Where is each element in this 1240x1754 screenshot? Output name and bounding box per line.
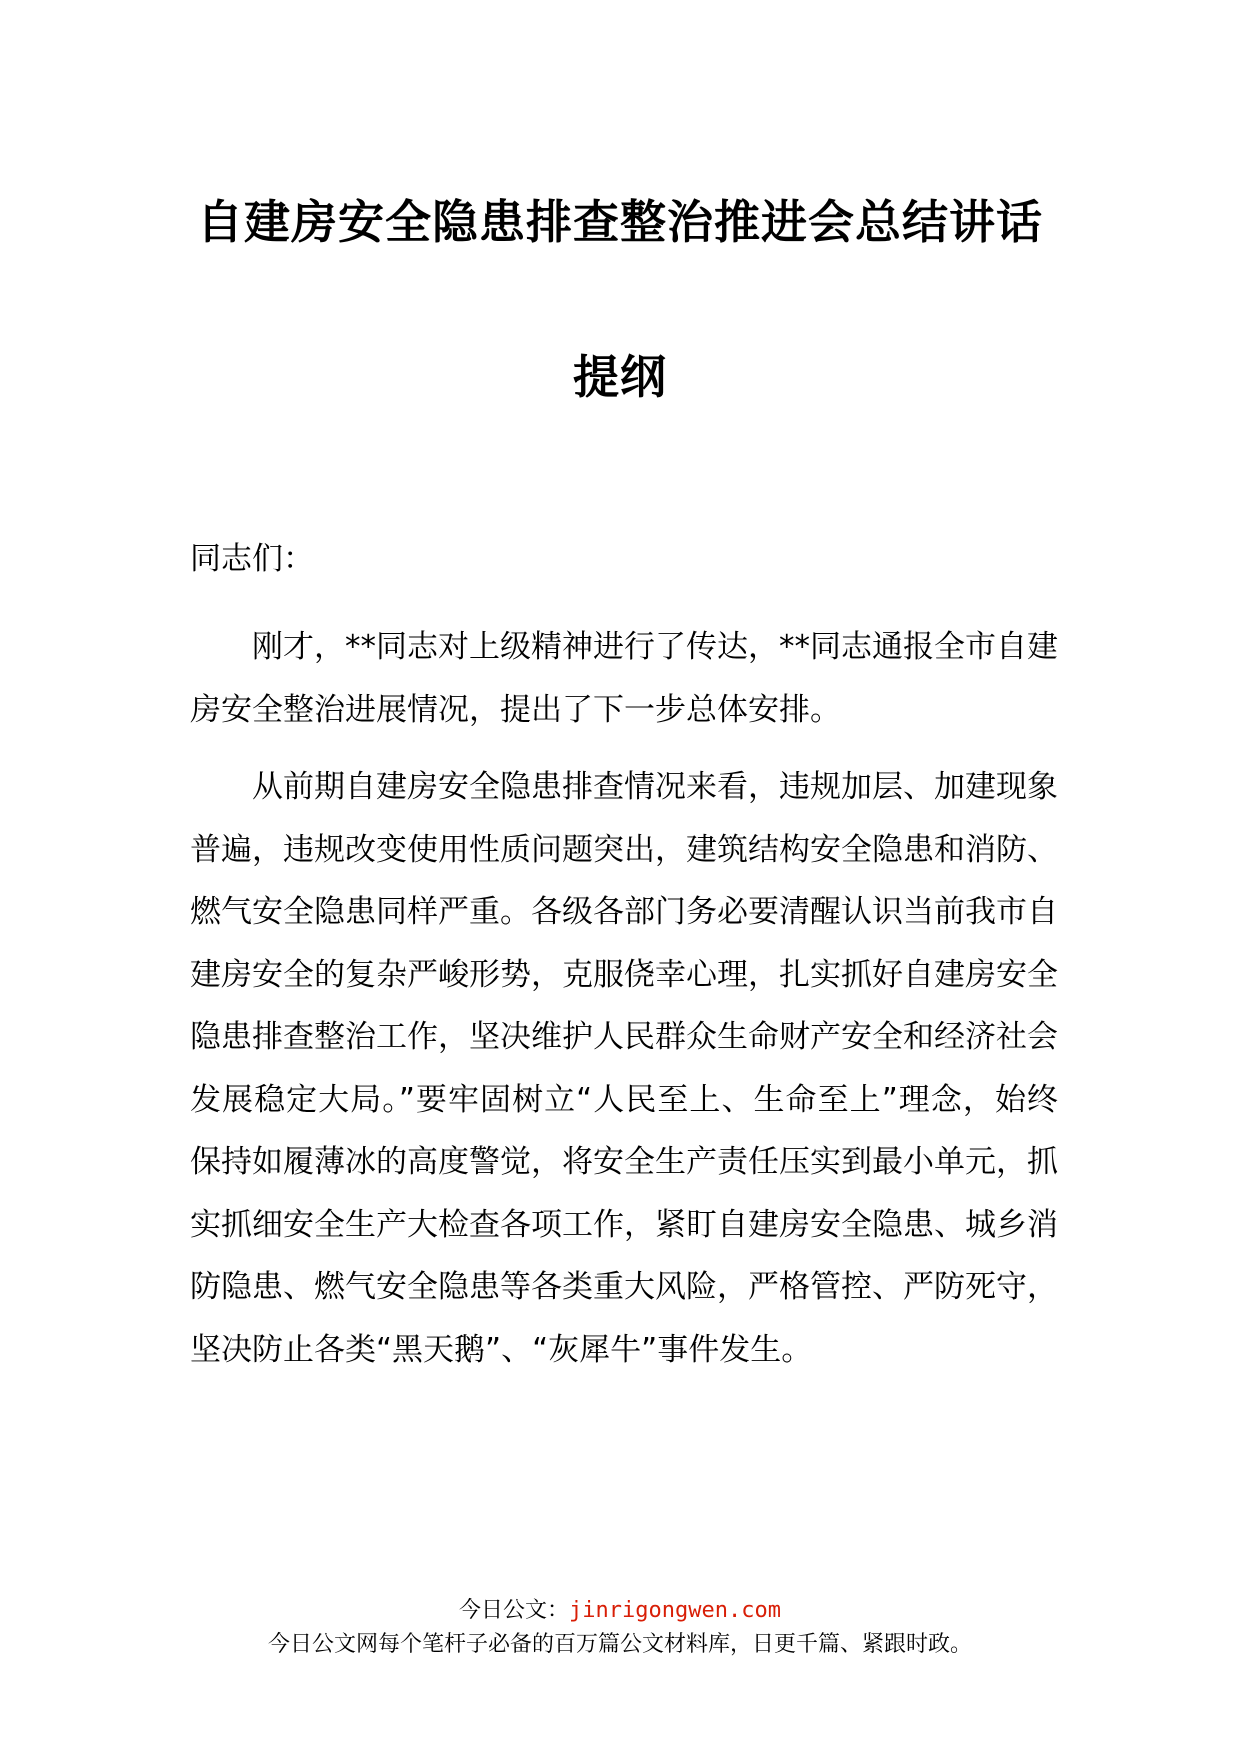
paragraph-2: 从前期自建房安全隐患排查情况来看，违规加层、加建现象普遍，违规改变使用性质问题突出，建筑结构安全隐患和消防、燃气安全隐患同样严重。各级各部门务必要清醒认识当前我市自建房安全的复杂严峻形势，克服侥幸心理，扎实抓好自建房安全隐患排查整治工作，坚决维护人民群众生命财产安全和经济社会发展稳定大局。”要牢固树立“人民至上、生命至上”理念，始终保持如履薄冰的高度警觉，将安全生产责任压实到最小单元，抓实抓细安全生产大检查各项工作，紧盯自建房安全隐患、城乡消防隐患、燃气安全隐患等各类重大风险，严格管控、严防死守，坚决防止各类“黑天鹅”、“灰犀牛”事件发生。 (190, 769, 1058, 1368)
footer-url-link[interactable]: jinrigongwen.com (569, 1598, 781, 1623)
paragraph-1: 刚才，**同志对上级精神进行了传达，**同志通报全市自建房安全整治进展情况，提出了下一步总体安排。 (190, 629, 1058, 728)
salutation: 同志们： (190, 541, 314, 577)
footer-source (0, 1593, 1240, 1624)
footer-tagline: 今日公文网每个笔杆子必备的百万篇公文材料库，日更千篇、紧跟时政。 (267, 1632, 972, 1657)
document-title: 自建房安全隐患排查整治推进会总结讲话 (197, 195, 1043, 249)
footer-label: 今日公文： (459, 1598, 570, 1623)
document-title-continued: 提纲 (573, 350, 667, 404)
